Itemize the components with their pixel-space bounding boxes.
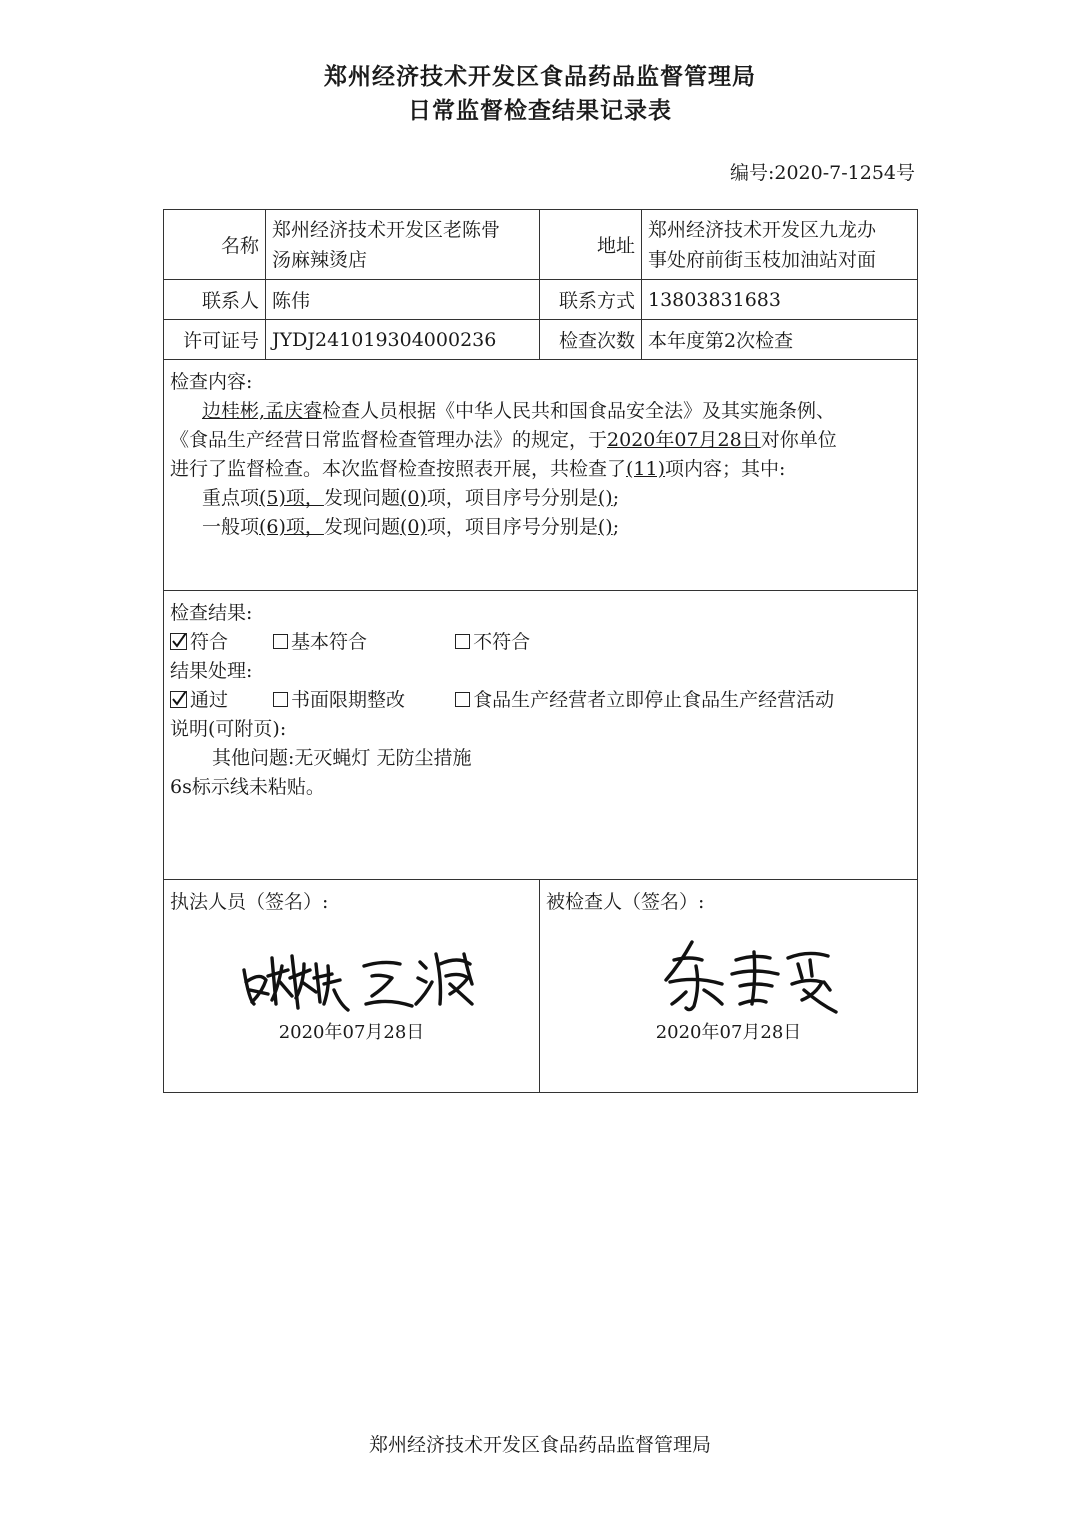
count-label: 检查次数 [540, 320, 642, 360]
key-items: () [597, 487, 613, 509]
document-number: 编号:2020-7-1254号 [729, 162, 915, 184]
option-noncomply[interactable]: 不符合 [455, 628, 530, 657]
inspectee-signature-label: 被检查人（签名）: [546, 891, 705, 913]
result-cell [164, 591, 918, 880]
option-comply[interactable]: 符合 [170, 628, 267, 657]
address-value [642, 210, 918, 280]
row-inspection-content [164, 360, 918, 591]
name-label: 名称 [164, 210, 266, 280]
inspection-heading: 检查内容: [170, 371, 253, 393]
address-value-line2: 事处府前街玉枝加油站对面 [648, 248, 877, 271]
checkbox-empty-icon[interactable] [455, 692, 470, 707]
option-basic-comply[interactable]: 基本符合 [273, 628, 449, 657]
officer-signature-cell [164, 880, 540, 1093]
inspection-content-cell [164, 360, 918, 591]
note-line1: 其他问题:无灭蝇灯 无防尘措施 [212, 747, 472, 769]
row-result [164, 591, 918, 880]
name-value [266, 210, 540, 280]
handling-heading: 结果处理: [170, 660, 253, 682]
gen-count: (6)项， [259, 516, 324, 538]
row-contact [164, 280, 918, 320]
inspection-line2: 《食品生产经营日常监督检查管理办法》的规定，于2020年07月28日对你单位 [170, 429, 837, 451]
inspection-total: (11) [626, 458, 666, 480]
phone-value: 13803831683 [642, 280, 918, 320]
note-line2: 6s标示线未粘贴。 [170, 776, 325, 798]
option-stop[interactable]: 食品生产经营者立即停止食品生产经营活动 [455, 686, 834, 715]
key-items-line: 重点项(5)项，发现问题(0)项，项目序号分别是(); [202, 487, 620, 509]
license-label: 许可证号 [164, 320, 266, 360]
officer-signature-date: 2020年07月28日 [278, 1022, 425, 1043]
checkbox-empty-icon[interactable] [273, 692, 288, 707]
name-value-line1: 郑州经济技术开发区老陈骨 [272, 218, 501, 241]
note-heading: 说明(可附页): [170, 718, 287, 740]
inspection-line1: 边桂彬,孟庆睿检查人员根据《中华人民共和国食品安全法》及其实施条例、 [202, 400, 836, 422]
footer-agency: 郑州经济技术开发区食品药品监督管理局 [368, 1434, 711, 1456]
address-label: 地址 [540, 210, 642, 280]
contact-value: 陈伟 [266, 280, 540, 320]
row-license [164, 320, 918, 360]
inspectors-names: 边桂彬,孟庆睿 [202, 400, 323, 422]
officer-signature-label: 执法人员（签名）: [170, 891, 329, 913]
title-form: 日常监督检查结果记录表 [408, 97, 672, 124]
inspectee-signature [540, 920, 918, 1020]
checkbox-empty-icon[interactable] [455, 634, 470, 649]
key-count: (5)项， [259, 487, 324, 509]
row-signatures [164, 880, 918, 1093]
row-name-address [164, 210, 918, 280]
checkbox-checked-icon[interactable] [170, 633, 187, 650]
key-issues: (0) [399, 487, 427, 509]
address-value-line1: 郑州经济技术开发区九龙办 [648, 218, 877, 241]
name-value-line2: 汤麻辣烫店 [272, 248, 368, 271]
document-titles [0, 60, 1080, 128]
inspection-form [163, 209, 918, 1093]
officer-signature [164, 920, 540, 1020]
title-agency: 郑州经济技术开发区食品药品监督管理局 [324, 63, 756, 90]
phone-label: 联系方式 [540, 280, 642, 320]
gen-items: () [597, 516, 613, 538]
checkbox-checked-icon[interactable] [170, 691, 187, 708]
inspection-date: 2020年07月28日 [607, 429, 761, 451]
count-value: 本年度第2次检查 [642, 320, 918, 360]
general-items-line: 一般项(6)项，发现问题(0)项，项目序号分别是(); [202, 516, 620, 538]
option-pass[interactable]: 通过 [170, 686, 267, 715]
license-value: JYDJ241019304000236 [266, 320, 540, 360]
handling-options [170, 686, 911, 715]
checkbox-empty-icon[interactable] [273, 634, 288, 649]
option-rectify[interactable]: 书面限期整改 [273, 686, 449, 715]
gen-issues: (0) [399, 516, 427, 538]
contact-label: 联系人 [164, 280, 266, 320]
result-heading: 检查结果: [170, 602, 253, 624]
result-options [170, 628, 911, 657]
inspectee-signature-date: 2020年07月28日 [655, 1022, 802, 1043]
inspectee-signature-cell [540, 880, 918, 1093]
inspection-line3: 进行了监督检查。本次监督检查按照表开展，共检查了(11)项内容；其中: [170, 458, 786, 480]
